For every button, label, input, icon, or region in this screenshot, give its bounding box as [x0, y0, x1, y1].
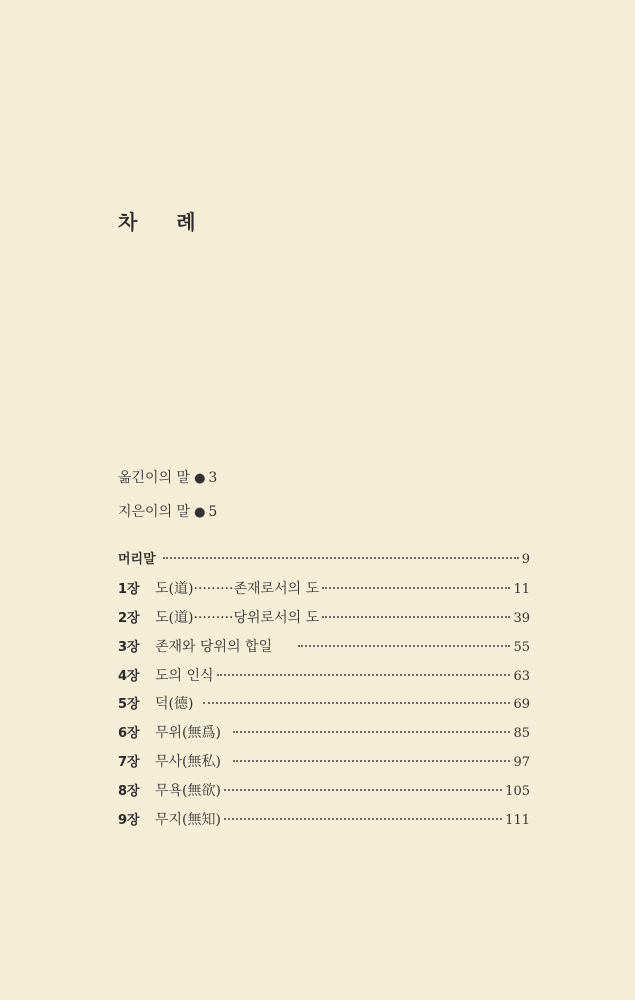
toc-entry-page: 63	[513, 668, 530, 684]
front-matter-list	[118, 467, 217, 535]
toc-entry-page: 55	[513, 639, 530, 655]
front-matter-label: 지은이의 말	[118, 504, 191, 520]
toc-entry-label: 도(道)·········당위로서의 도	[155, 609, 320, 626]
toc-entry-number: 1장	[118, 581, 140, 597]
toc-entry-page: 9	[521, 552, 530, 567]
toc-entry-preface	[118, 548, 530, 577]
dot-leader	[203, 702, 510, 704]
toc-entry-number: 2장	[118, 610, 140, 626]
toc-entry-chapter-5	[118, 692, 530, 721]
toc-entry-label: 무위(無爲)	[155, 725, 221, 742]
toc-entry-chapter-3	[118, 635, 530, 664]
toc-entry-number: 7장	[118, 755, 140, 771]
dot-leader	[233, 731, 510, 733]
dot-leader	[224, 789, 502, 791]
front-matter-page: 3	[208, 470, 218, 486]
dot-leader	[322, 616, 510, 618]
toc-entry-label: 무욕(無欲)	[155, 783, 221, 800]
page-title: 차 례	[118, 210, 212, 234]
toc-entry-page: 11	[513, 581, 530, 597]
toc-entry-chapter-4	[118, 664, 530, 693]
front-matter-label: 옮긴이의 말	[118, 470, 191, 486]
toc-entry-chapter-6	[118, 721, 530, 750]
toc-entry-page: 69	[513, 697, 530, 713]
toc-entry-page: 39	[513, 610, 530, 626]
toc-entry-label: 덕(德)	[155, 696, 194, 713]
toc-entry-page: 85	[513, 726, 530, 742]
toc-entry-chapter-2	[118, 606, 530, 635]
toc-entry-chapter-8	[118, 779, 530, 808]
dot-leader	[163, 557, 519, 559]
toc-entry-page: 105	[505, 784, 530, 800]
table-of-contents	[118, 548, 530, 837]
toc-entry-number: 4장	[118, 668, 140, 684]
toc-entry-chapter-1	[118, 577, 530, 606]
toc-entry-label: 도의 인식	[155, 667, 214, 684]
toc-entry-number: 9장	[118, 813, 140, 829]
toc-entry-chapter-9	[118, 808, 530, 837]
dot-leader	[217, 674, 511, 676]
dot-leader	[298, 645, 510, 647]
dot-leader	[224, 818, 502, 820]
front-matter-item	[118, 467, 217, 501]
toc-entry-page: 97	[513, 755, 530, 771]
toc-entry-label: 도(道)·········존재로서의 도	[155, 580, 320, 597]
dot-leader	[322, 587, 510, 589]
dot-leader	[233, 760, 510, 762]
toc-entry-chapter-7	[118, 750, 530, 779]
front-matter-item	[118, 501, 217, 535]
toc-entry-number: 5장	[118, 697, 140, 713]
toc-entry-number: 6장	[118, 726, 140, 742]
toc-entry-number: 머리말	[118, 552, 156, 567]
bullet-icon: ●	[194, 505, 206, 520]
toc-entry-number: 3장	[118, 639, 140, 655]
bullet-icon: ●	[194, 471, 206, 486]
toc-entry-page: 111	[505, 813, 530, 829]
toc-entry-label: 무사(無私)	[155, 754, 221, 771]
toc-entry-label: 무지(無知)	[155, 812, 221, 829]
toc-entry-number: 8장	[118, 784, 140, 800]
toc-entry-label: 존재와 당위의 합일	[155, 638, 273, 655]
front-matter-page: 5	[208, 504, 218, 520]
